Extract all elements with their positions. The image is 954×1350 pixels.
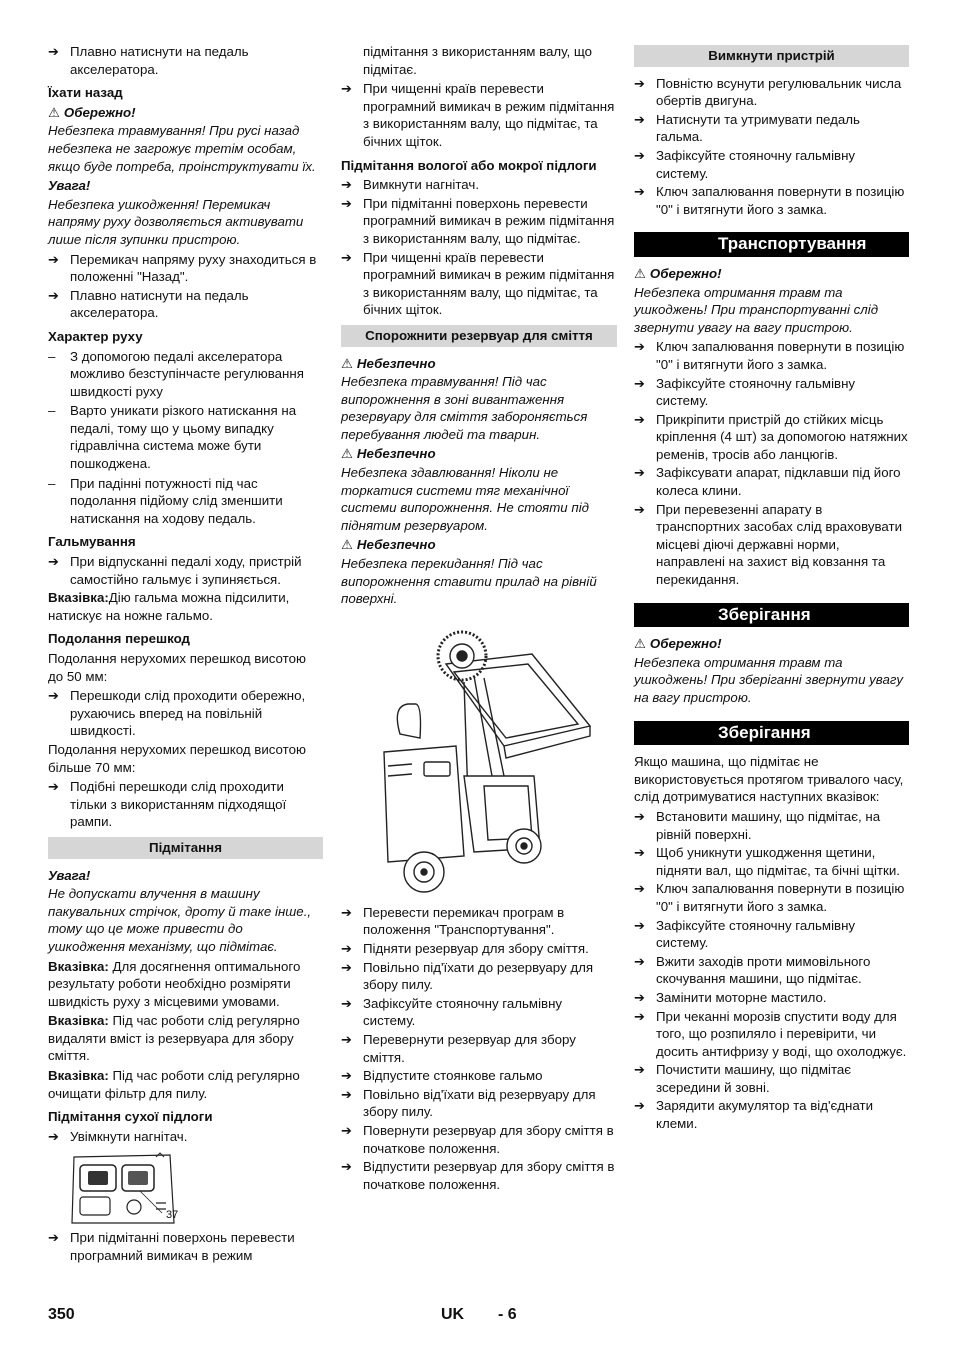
danger-text: Небезпека здавлювання! Ніколи не торкатися системи тяг механічної системи випорожнення. Не стояти під піднятим резервуаром. — [341, 465, 590, 533]
paragraph: Подолання нерухомих перешкод висотою до 50 мм: — [48, 651, 306, 684]
heading-driving-character: Характер руху — [48, 328, 143, 344]
note: Вказівка: Під час роботи слід регулярно видаляти вміст із резервуара для збору сміття. — [48, 1013, 300, 1064]
step-item: ➔ Ключ запалювання повернути в позицію "0" і витягнути його з замка. — [634, 183, 909, 218]
step-item: ➔ Замінити моторне мастило. — [634, 989, 909, 1007]
step-item: ➔ Повільно від'їхати від резервуару для збору пилу. — [341, 1086, 617, 1121]
section-bar-storage-2: Зберігання — [634, 721, 909, 746]
paragraph-continued: підмітання з використанням валу, що підмітає. — [363, 44, 593, 77]
section-bar-switch-off: Вимкнути пристрій — [634, 45, 909, 67]
step-item: ➔ При відпусканні педалі ходу, пристрій самостійно гальмує і зупиняється. — [48, 553, 323, 588]
step-item: ➔ Встановити машину, що підмітає, на рівній поверхні. — [634, 808, 909, 843]
note: Вказівка:Дію гальма можна підсилити, натискує на ножне гальмо. — [48, 590, 290, 623]
step-item: ➔ При чищенні країв перевести програмний вимикач в режим підмітання з використанням валу, що підмітає, та бічних щіток. — [341, 249, 617, 319]
step-item: ➔ Ключ запалювання повернути в позицію "0" і витягнути його з замка. — [634, 338, 909, 373]
caution-label: ⚠ Обережно! — [634, 636, 722, 652]
figure-callout-number: 37 — [166, 1209, 179, 1222]
warning-triangle-icon: ⚠ — [341, 537, 353, 553]
paragraph: Подолання нерухомих перешкод висотою більше 70 мм: — [48, 741, 306, 775]
caution-text: Небезпека травмування! При русі назад небезпека не загрожує третім особам, якщо буде потреба, проінструктувати їх. — [48, 123, 316, 174]
caution-text: Небезпека отримання травм та ушкоджень! При транспортуванні слід звернути увагу на вагу пристрою. — [634, 284, 879, 335]
danger-text: Небезпека травмування! Під час випорожнення в зоні вивантаження резервуару для сміття забороняється перебування людей та тварин. — [341, 374, 588, 442]
step-item: ➔ Плавно натиснути на педаль акселератора. — [48, 43, 323, 78]
paragraph: Якщо машина, що підмітає не використовується протягом тривалого часу, слід дотримуватися наступних вказівок: — [634, 754, 904, 805]
warning-triangle-icon: ⚠ — [341, 446, 353, 462]
step-item: ➔ Повернути резервуар для збору сміття в початкове положення. — [341, 1122, 617, 1157]
step-item: ➔ При підмітанні поверхонь перевести програмний вимикач в режим підмітання з використанням валу, що підмітає. — [341, 195, 617, 248]
section-bar-storage: Зберігання — [634, 603, 909, 628]
caution-text: Небезпека отримання травм та ушкоджень! При зберіганні звернути увагу на вагу пристрою. — [634, 654, 904, 705]
step-item: ➔ Ключ запалювання повернути в позицію "0" і витягнути його з замка. — [634, 880, 909, 915]
control-panel-illustration — [70, 1151, 210, 1227]
heading-dry-floor: Підмітання сухої підлоги — [48, 1109, 213, 1125]
step-item: ➔ Натиснути та утримувати педаль гальма. — [634, 111, 909, 146]
note: Вказівка: Під час роботи слід регулярно очищати фільтр для пилу. — [48, 1068, 300, 1101]
column-1 — [48, 43, 323, 1266]
section-bar-transport: Транспортування — [634, 232, 909, 257]
step-item: ➔ При перевезенні апарату в транспортних засобах слід враховувати місцеві діючі державні норми, направлені на захист від ковзання та перекидання. — [634, 501, 909, 589]
danger-text: Небезпека перекидання! Під час випорожнення ставити прилад на рівній поверхні. — [341, 556, 597, 607]
step-item: ➔ Підняти резервуар для збору сміття. — [341, 940, 617, 958]
caution-label: ⚠ Обережно! — [48, 104, 136, 120]
dash-item: – При падінні потужності під час подолання підйому слід зменшити натискання на ходову педаль. — [48, 475, 323, 528]
step-item: ➔ Щоб уникнути ушкодження щетини, підняти вал, що підмітає, та бічні щітки. — [634, 844, 909, 879]
attention-text: Не допускати влучення в машину пакувальних стрічок, дроту й таке інше., тому що це може привести до ушкодження механізму, що підмітає. — [48, 886, 312, 954]
control-panel-figure — [70, 1151, 210, 1227]
note: Вказівка: Для досягнення оптимального результату роботи необхідно розміряти швидкість руху з місцевими умовами. — [48, 958, 301, 1009]
step-item: ➔ Відпустити резервуар для збору сміття в початкове положення. — [341, 1158, 617, 1193]
danger-label: ⚠ Небезпечно — [341, 355, 436, 371]
step-item: ➔ Вимкнути нагнітач. — [341, 176, 617, 194]
heading-obstacles: Подолання перешкод — [48, 631, 190, 647]
step-item: ➔ Зафіксувати апарат, підклавши під його колеса клини. — [634, 464, 909, 499]
page-number: 350 — [48, 1306, 75, 1323]
section-bar-sweeping: Підмітання — [48, 837, 323, 859]
step-item: ➔ Повільно під'їхати до резервуару для збору пилу. — [341, 959, 617, 994]
step-item: ➔ Повністю всунути регулювальник числа обертів двигуна. — [634, 75, 909, 110]
sweeper-machine-illustration — [364, 626, 594, 898]
step-item: ➔ При підмітанні поверхонь перевести програмний вимикач в режим — [48, 1229, 323, 1264]
step-item: ➔ Увімкнути нагнітач. — [48, 1128, 323, 1146]
dash-item: – З допомогою педалі акселератора можливо безступінчасте регулювання швидкості руху — [48, 348, 323, 401]
step-item: ➔ Зафіксуйте стояночну гальмівну систему. — [634, 147, 909, 182]
heading-drive-back: Їхати назад — [48, 85, 123, 101]
caution-label: ⚠ Обережно! — [634, 265, 722, 281]
warning-triangle-icon: ⚠ — [341, 355, 353, 371]
step-item: ➔ Перевести перемикач програм в положення "Транспортування". — [341, 904, 617, 939]
step-item: ➔ Перешкоди слід проходити обережно, рухаючись вперед на повільній швидкості. — [48, 687, 323, 740]
step-item: ➔ Перемикач напряму руху знаходиться в положенні "Назад". — [48, 251, 323, 286]
step-item: ➔ Зафіксуйте стояночну гальмівну систему. — [341, 995, 617, 1030]
step-item: ➔ При чеканні морозів спустити воду для того, що розпиляло і перевірити, чи досить антифризу у воді, що охолоджує. — [634, 1008, 909, 1061]
step-item: ➔ Зафіксуйте стояночну гальмівну систему. — [634, 375, 909, 410]
attention-text: Небезпека ушкодження! Перемикач напряму руху дозволяється активувати лише після зупинки пристрою. — [48, 196, 304, 247]
step-item: ➔ Вжити заходів проти мимовільного скочування машини, що підмітає. — [634, 953, 909, 988]
step-item: ➔ Прикріпити пристрій до стійких місць кріплення (4 шт) за допомогою натяжних ременів, тросів або ланцюгів. — [634, 411, 909, 464]
danger-label: ⚠ Небезпечно — [341, 537, 436, 553]
warning-triangle-icon: ⚠ — [48, 104, 60, 120]
section-bar-empty-container: Спорожнити резервуар для сміття — [341, 325, 617, 347]
step-item: ➔ Плавно натиснути на педаль акселератора. — [48, 287, 323, 322]
heading-braking: Гальмування — [48, 534, 136, 550]
column-2 — [341, 43, 617, 1194]
step-item: ➔ Перевернути резервуар для збору сміття. — [341, 1031, 617, 1066]
dash-item: – Варто уникати різкого натискання на педалі, тому що у цьому випадку гідравлічна система може бути пошкоджена. — [48, 402, 323, 472]
language-code: UK — [441, 1306, 465, 1323]
section-page: - 6 — [498, 1306, 517, 1323]
warning-triangle-icon: ⚠ — [634, 636, 646, 652]
warning-triangle-icon: ⚠ — [634, 265, 646, 281]
attention-label: Увага! — [48, 867, 91, 883]
step-item: ➔ Відпустите стоянкове гальмо — [341, 1067, 617, 1085]
step-item: ➔ Зафіксуйте стояночну гальмівну систему. — [634, 917, 909, 952]
heading-wet-floor: Підмітання вологої або мокрої підлоги — [341, 157, 597, 173]
attention-label: Увага! — [48, 178, 91, 194]
step-item: ➔ Подібні перешкоди слід проходити тільки з використанням підходящої рампи. — [48, 778, 323, 831]
step-item: ➔ Зарядити акумулятор та від'єднати клеми. — [634, 1097, 909, 1132]
step-item: ➔ При чищенні країв перевести програмний вимикач в режим підмітання з використанням валу, що підмітає, та бічних щіток. — [341, 80, 617, 150]
step-item: ➔ Почистити машину, що підмітає зсередини й зовні. — [634, 1061, 909, 1096]
danger-label: ⚠ Небезпечно — [341, 446, 436, 462]
column-3 — [634, 43, 909, 1134]
